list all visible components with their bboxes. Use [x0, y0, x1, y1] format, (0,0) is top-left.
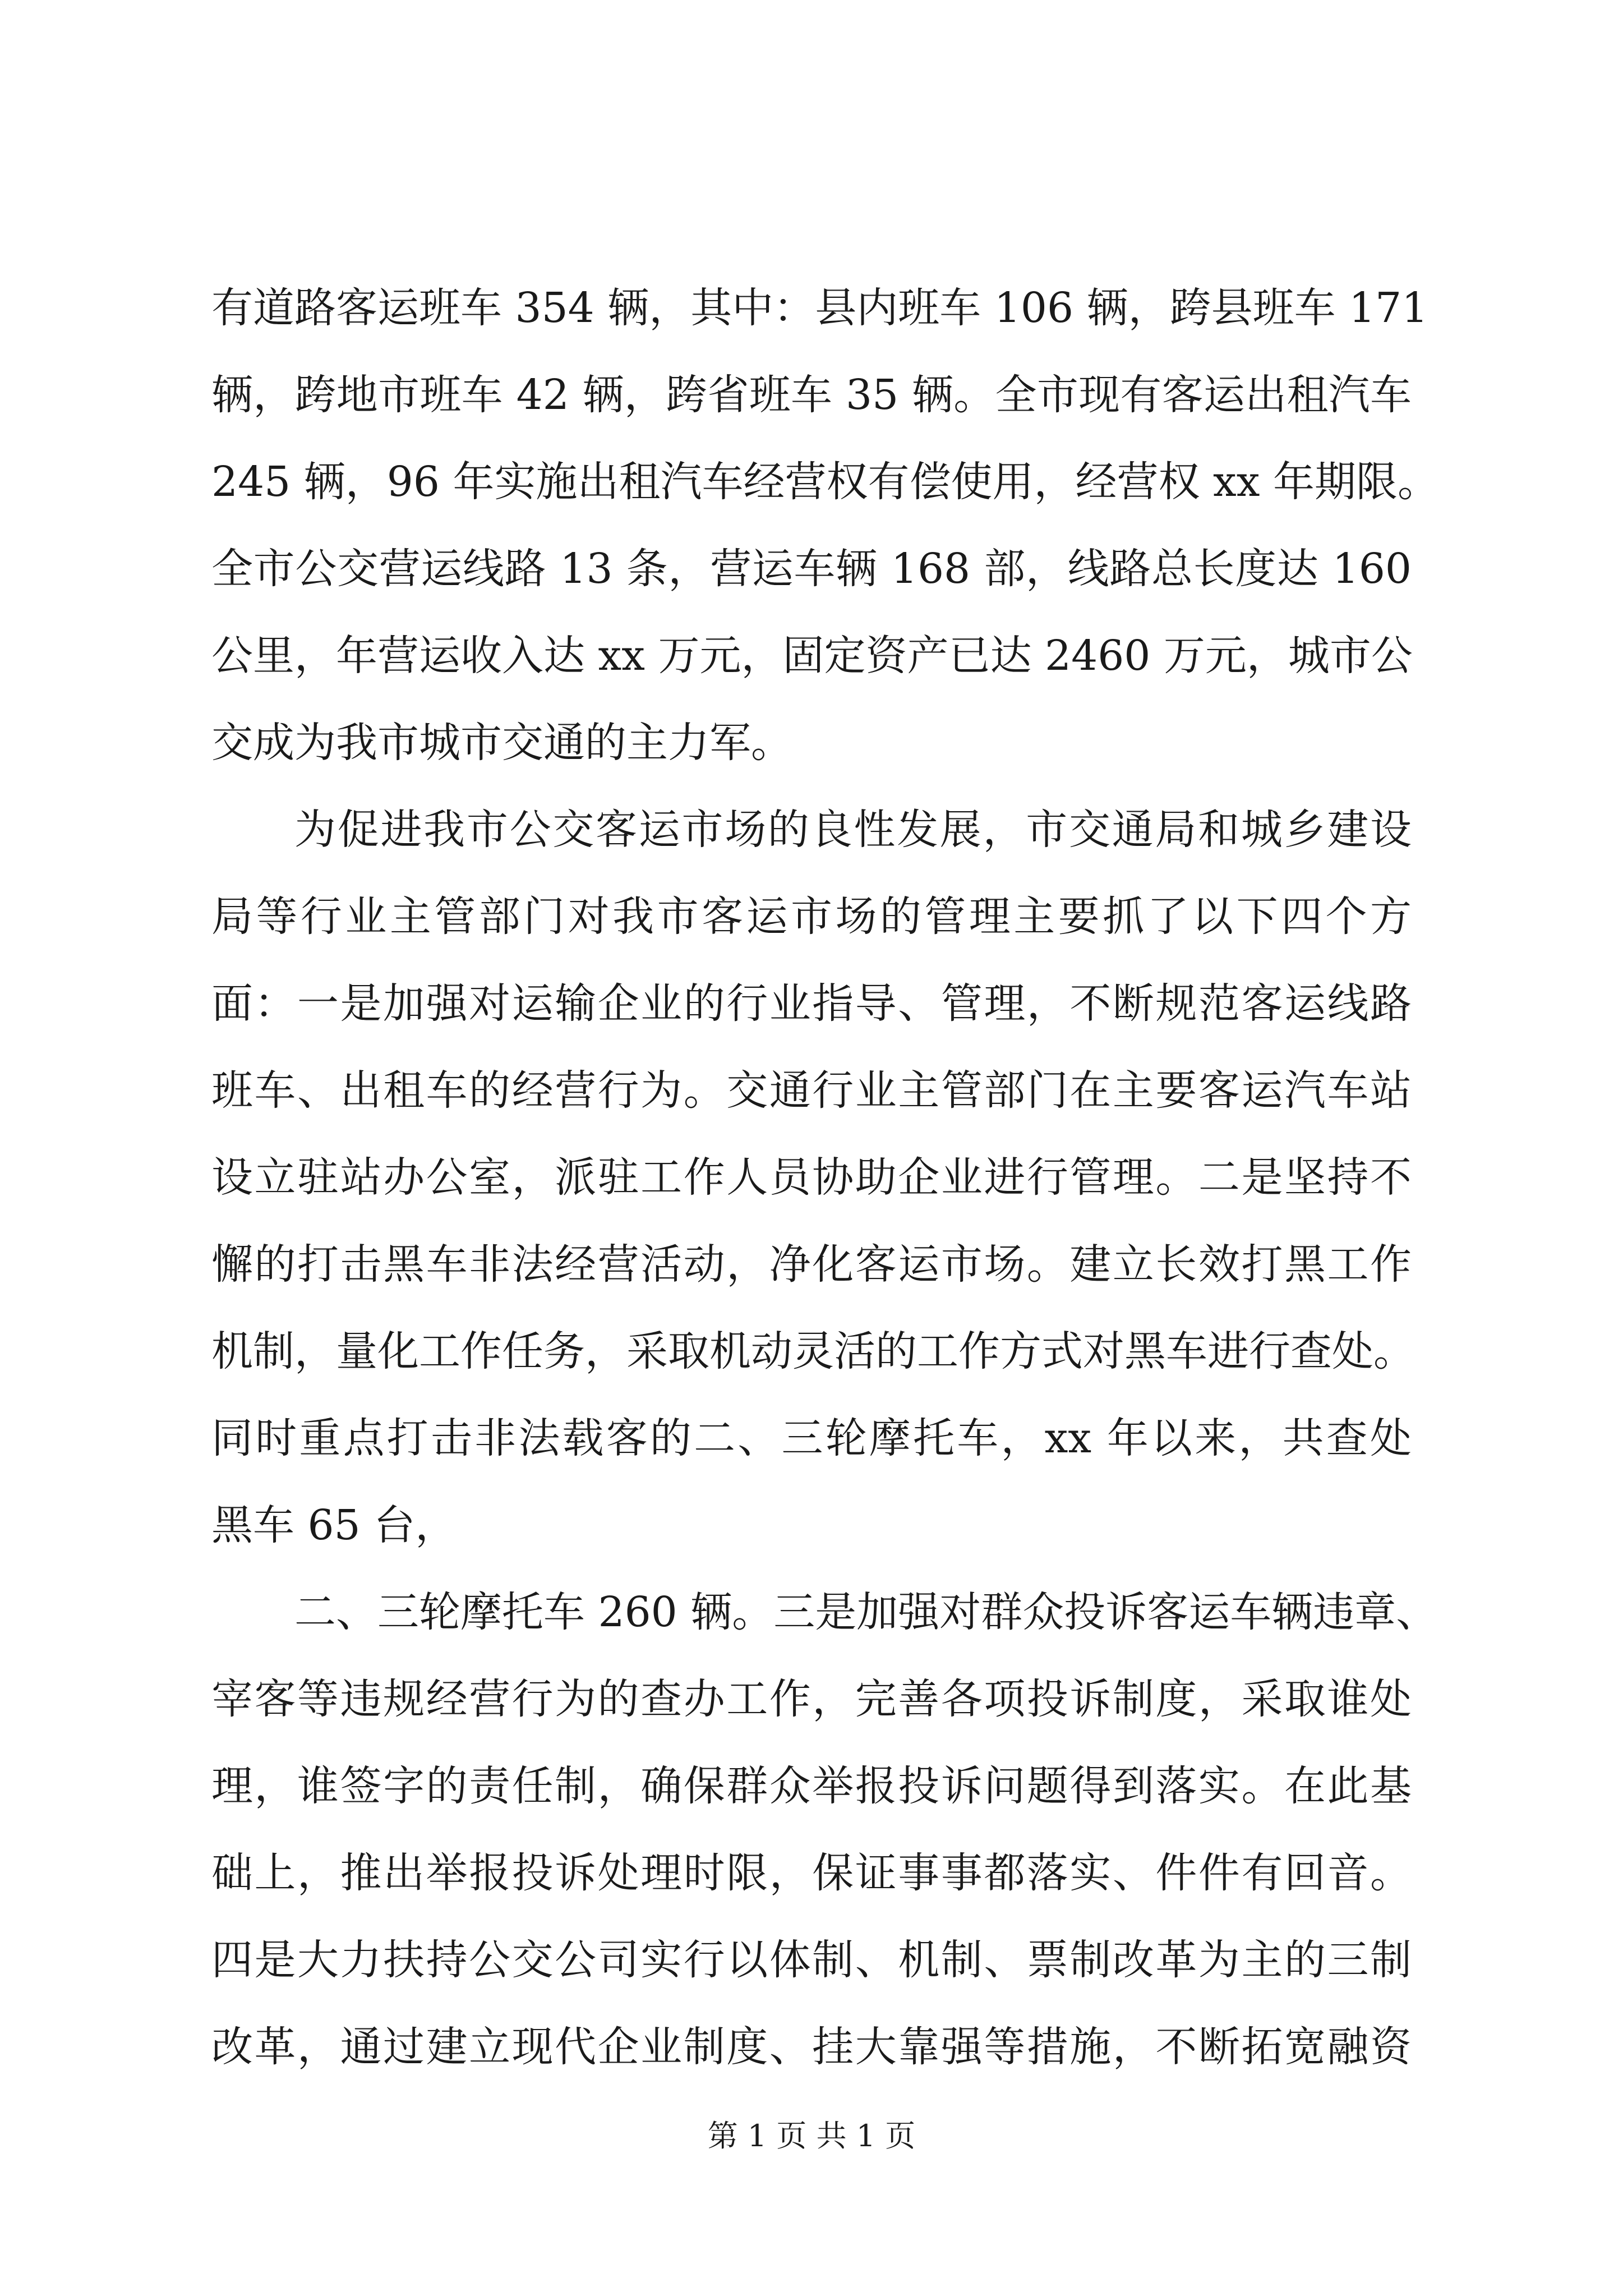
text-line: 全市公交营运线路 13 条，营运车辆 168 部，线路总长度达 160: [211, 545, 1412, 593]
page-footer: [0, 2114, 1623, 2159]
page-number-label: 第 1 页 共 1 页: [707, 2118, 916, 2154]
text-line: 改革，通过建立现代企业制度、挂大靠强等措施，不断拓宽融资: [211, 2023, 1412, 2071]
text-line: 面：一是加强对运输企业的行业指导、管理，不断规范客运线路: [211, 979, 1412, 1028]
text-line: 245 辆，96 年实施出租汽车经营权有偿使用，经营权 xx 年期限。: [211, 458, 1439, 506]
text-line: 懈的打击黑车非法经营活动，净化客运市场。建立长效打黑工作: [211, 1240, 1412, 1289]
text-line: 局等行业主管部门对我市客运市场的管理主要抓了以下四个方: [211, 892, 1412, 941]
text-line: 为促进我市公交客运市场的良性发展，市交通局和城乡建设: [294, 806, 1412, 854]
text-line: 设立驻站办公室，派驻工作人员协助企业进行管理。二是坚持不: [211, 1153, 1412, 1202]
paragraph-3: [211, 1569, 1438, 2091]
paragraph-1: [211, 265, 1439, 786]
text-line: 公里，年营运收入达 xx 万元，固定资产已达 2460 万元，城市公: [211, 632, 1413, 680]
text-line: 理，谁签字的责任制，确保群众举报投诉问题得到落实。在此基: [211, 1762, 1412, 1810]
text-line: 班车、出租车的经营行为。交通行业主管部门在主要客运汽车站: [211, 1066, 1412, 1115]
text-line: 二、三轮摩托车 260 辆。三是加强对群众投诉客运车辆违章、: [294, 1588, 1438, 1636]
text-line: 四是大力扶持公交公司实行以体制、机制、票制改革为主的三制: [211, 1936, 1412, 1984]
text-line: 宰客等违规经营行为的查办工作，完善各项投诉制度，采取谁处: [211, 1675, 1412, 1723]
text-line: 黑车 65 台，: [211, 1501, 457, 1549]
text-line: 础上，推出举报投诉处理时限，保证事事都落实、件件有回音。: [211, 1849, 1412, 1897]
text-line: 机制，量化工作任务，采取机动灵活的工作方式对黑车进行查处。: [211, 1327, 1415, 1375]
text-line: 辆，跨地市班车 42 辆，跨省班车 35 辆。全市现有客运出租汽车: [211, 371, 1412, 419]
paragraph-2: [211, 786, 1415, 1569]
text-line: 有道路客运班车 354 辆，其中：县内班车 106 辆，跨县班车 171: [211, 284, 1428, 332]
text-line: 同时重点打击非法载客的二、三轮摩托车，xx 年以来，共查处: [211, 1414, 1412, 1462]
document-body: [211, 265, 1439, 2091]
text-line: 交成为我市城市交通的主力军。: [211, 719, 792, 767]
